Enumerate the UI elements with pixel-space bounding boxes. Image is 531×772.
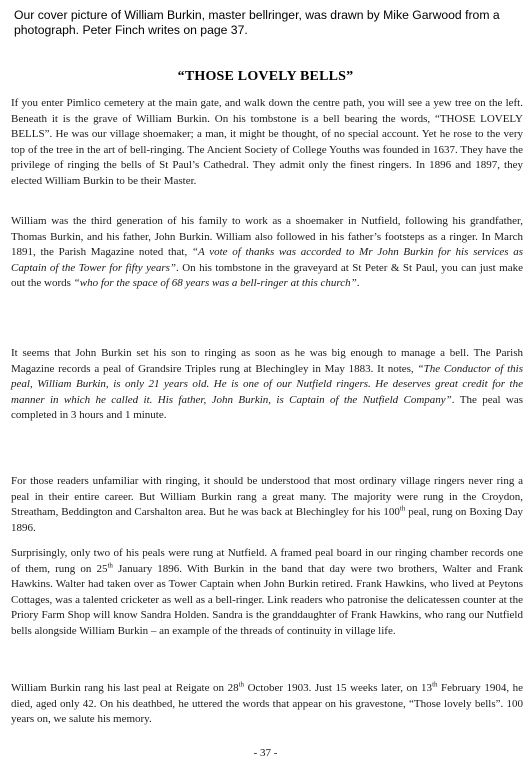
paragraph-family-history [11,214,523,292]
ordinal-suffix: th [238,680,245,689]
article-headline: “THOSE LOVELY BELLS” [177,69,354,84]
paragraph-text: January 1896. With Burkin in the band that day were two brothers, Walter and Frank Hawkins. Walter had taken over as Tower Captain when John Burkin retired. Frank Hawkins, who lived at Peytons Cottages, was a talented cricketer as well as a bell-ringer. Link readers who patronise the delicatessen counter at the Priory Farm Shop will know Sandra Holden. Sandra is the granddaughter of Frank Hawkins, who rang our Nutfield bells alongside William Burkin – an example of the threads of continuity in village life. [11,562,523,637]
conductor-quote: “The Conductor of this peal, William Burkin, is only 21 years old. He is one of our Nutfield ringers. He deserves great credit for the manner in which he called it. His father, John Burkin, is Captain of the Nutfield Company” [11,362,523,406]
ordinal-suffix: th [399,504,406,513]
paragraph-nutfield-peals [11,546,523,639]
paragraph-last-peal [11,681,523,728]
paragraph-first-peal [11,346,523,424]
paragraph-text: . On his tombstone in the graveyard at St Peter & St Paul, you can just make out the words [11,261,523,289]
paragraph-text: William Burkin rang his last peal at Reigate on 28 [11,682,239,694]
paragraph-text: It seems that John Burkin set his son to ringing as soon as he was big enough to manage a bell. The Parish Magazine records a peal of Grandsire Triples rung at Blechingley in May 1883. It notes, [11,347,523,375]
paragraph-text: . [356,277,360,289]
paragraph-cemetery-grave: If you enter Pimlico cemetery at the main gate, and walk down the centre path, you will see a yew tree on the left. Beneath it is the grave of William Burkin. On his tombstone is a bell bearing the words, “THOSE LOVELY BELLS”. He was our village shoemaker; a man, it might be thought, of no special account. Yet he rose to the very top of the tree in the art of bell-ringing. The Ancient Society of College Youths was founded in 1637. They have the privilege of ringing the bells of St Paul’s Cathedral. They admit only the finest ringers. In 1896 and 1897, they elected William Burkin to be their Master. [11,97,523,187]
paragraph-text: peal, rung on Boxing Day 1896. [11,506,523,534]
parish-magazine-quote: “A vote of thanks was accorded to Mr John Burkin for his services as Captain of the Tower for fifty years” [11,246,523,274]
cover-picture-note: Our cover picture of William Burkin, master bellringer, was drawn by Mike Garwood from a photograph. Peter Finch writes on page 37. [14,8,500,37]
paragraph-text: October 1903. Just 15 weeks later, on 13 [244,682,433,694]
paragraph-text: February 1904, he died, aged only 42. On his deathbed, he uttered the words that appear on his gravestone, “Those lovely bells”. 100 years on, we salute his memory. [11,682,523,725]
ordinal-suffix: th [107,560,113,569]
ordinal-suffix: th [432,680,438,689]
paragraph-text: Surprisingly, only two of his peals were rung at Nutfield. A framed peal board in our ringing chamber records one of them, rung on 25 [11,547,523,575]
paragraph-text: . The peal was completed in 3 hours and 1 minute. [11,393,523,421]
tombstone-inscription-quote: “who for the space of 68 years was a bell-ringer at this church” [73,277,357,289]
page-number: - 37 - [253,747,278,759]
paragraph-text: For those readers unfamiliar with ringing, it should be understood that most ordinary village ringers never ring a peal in their entire career. But William Burkin rang a great many. The majority were rung in the Croydon, Streatham, Beddington and Carshalton area. But he was back at Blechingley for his 100 [11,475,523,518]
paragraph-text: William was the third generation of his family to work as a shoemaker in Nutfield, following his grandfather, Thomas Burkin, and his father, John Burkin. William also followed in his father’s footsteps as a ringer. In March 1891, the Parish Magazine noted that, [11,215,523,258]
paragraph-peal-count [11,474,523,536]
